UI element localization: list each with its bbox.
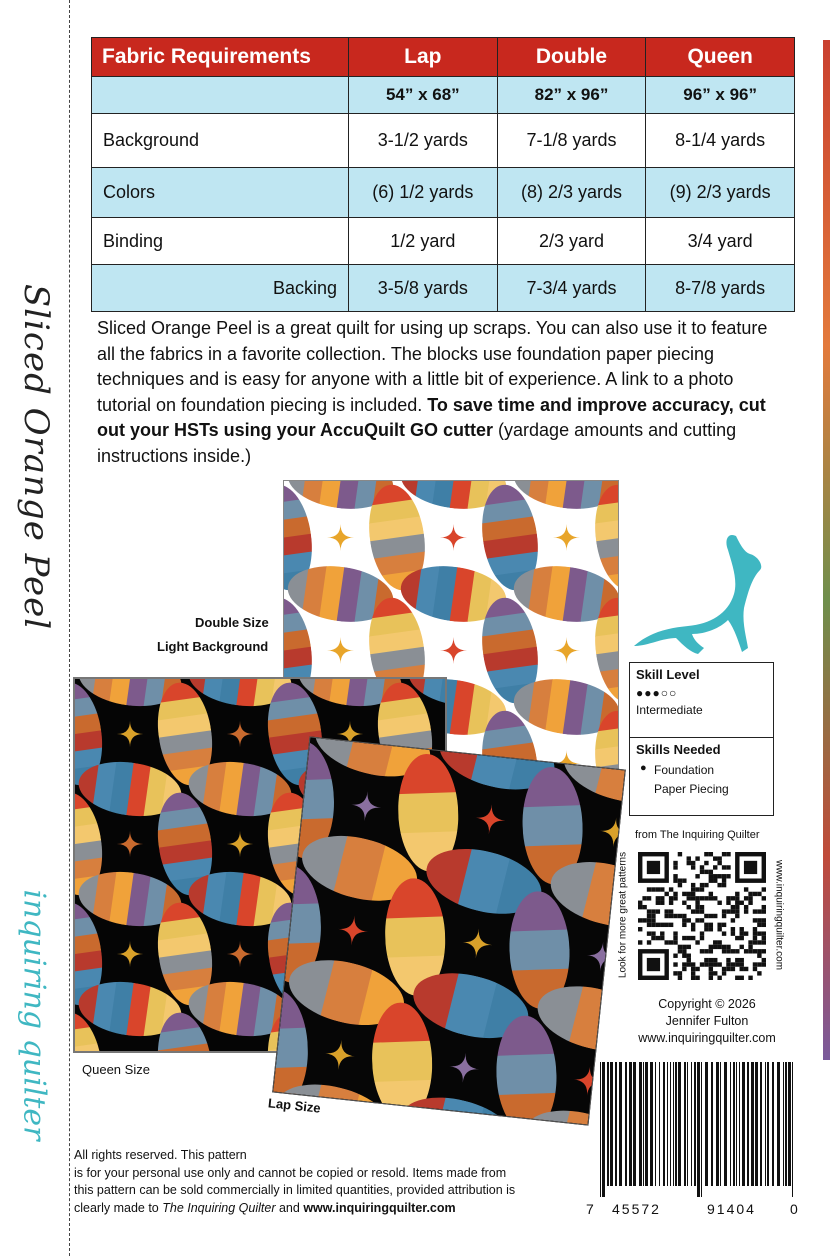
qr-caption-right: www.inquiringquilter.com [773, 859, 785, 971]
rights-text: and [275, 1200, 304, 1215]
barcode-icon [598, 1062, 798, 1197]
side-title: Sliced Orange Peel [16, 283, 56, 631]
qr-caption-top: from The Inquiring Quilter [635, 829, 760, 841]
rights-line: All rights reserved. This pattern [74, 1148, 247, 1162]
row-label: Backing [92, 265, 349, 312]
skill-item-line2: Paper Piecing [654, 782, 729, 796]
rights-line [74, 1200, 574, 1218]
rights-text: clearly made to [74, 1200, 163, 1215]
row-value: (9) 2/3 yards [646, 168, 795, 218]
caption-lap-size: Lap Size [267, 1095, 322, 1116]
row-label: Binding [92, 218, 349, 265]
skills-needed-heading: Skills Needed [636, 742, 721, 757]
table-row [92, 265, 795, 312]
header-fabric-requirements: Fabric Requirements [92, 38, 349, 77]
table-row [92, 218, 795, 265]
table-row [92, 114, 795, 168]
skill-level-section [630, 663, 773, 738]
row-value: 3/4 yard [646, 218, 795, 265]
caption-light-background: Light Background [157, 639, 269, 654]
header-double: Double [497, 38, 646, 77]
size-double: 82” x 96” [497, 77, 646, 114]
qr-caption-left: Look for more great patterns [617, 851, 629, 979]
row-label: Background [92, 114, 349, 168]
rights-line: is for your personal use only and cannot be copied or resold. Items made from [74, 1165, 507, 1180]
copyright-line: Copyright © 2026 [658, 997, 756, 1011]
caption-double-size: Double Size [195, 615, 269, 630]
row-value: (6) 1/2 yards [349, 168, 498, 218]
row-value: 2/3 yard [497, 218, 646, 265]
table-header-row [92, 38, 795, 77]
cut-line [69, 0, 70, 1256]
fabric-requirements-table [91, 37, 795, 312]
row-label: Colors [92, 168, 349, 218]
qr-code-icon[interactable] [638, 852, 766, 980]
copyright-block [612, 996, 802, 1047]
row-value: 1/2 yard [349, 218, 498, 265]
barcode-digit-start: 7 [586, 1201, 596, 1217]
rights-line: this pattern can be sold commercially in limited quantities, provided attribution is [74, 1183, 516, 1197]
row-value: 3-1/2 yards [349, 114, 498, 168]
description-text-end: (yardage amounts and cutting instructions inside.) [97, 420, 737, 466]
skills-list [636, 761, 767, 799]
bullet-icon: ● [640, 762, 647, 774]
quilt-pattern-svg [273, 737, 624, 1124]
rights-brand: The Inquiring Quilter [162, 1200, 276, 1215]
row-value: 8-1/4 yards [646, 114, 795, 168]
size-lap: 54” x 68” [349, 77, 498, 114]
description-bold: To save time and improve accuracy, cut out your HSTs using your AccuQuilt GO cutter [97, 394, 766, 440]
row-value: 8-7/8 yards [646, 265, 795, 312]
row-value: (8) 2/3 yards [497, 168, 646, 218]
row-value: 7-1/8 yards [497, 114, 646, 168]
skill-level-text: Intermediate [636, 703, 703, 717]
rights-notice [74, 1147, 574, 1217]
cover-edge-strip [823, 40, 830, 1060]
skill-box [629, 662, 774, 816]
table-row [92, 168, 795, 218]
header-queen: Queen [646, 38, 795, 77]
lap-quilt-image [272, 736, 626, 1125]
row-value: 7-3/4 yards [497, 265, 646, 312]
skill-level-heading: Skill Level [636, 667, 700, 682]
size-blank [92, 77, 349, 114]
pattern-description [97, 316, 787, 469]
size-row [92, 77, 795, 114]
size-queen: 96” x 96” [646, 77, 795, 114]
skills-needed-section [630, 738, 773, 803]
skill-item-line1: Foundation [654, 763, 715, 777]
rights-website[interactable]: www.inquiringquilter.com [303, 1200, 456, 1215]
website-link[interactable]: www.inquiringquilter.com [638, 1031, 776, 1045]
row-value: 3-5/8 yards [349, 265, 498, 312]
author-name: Jennifer Fulton [665, 1014, 749, 1028]
skill-level-rating: ●●●○○ [636, 686, 678, 700]
barcode-digits-left: 45572 [612, 1201, 661, 1217]
header-lap: Lap [349, 38, 498, 77]
cat-logo-icon [628, 528, 768, 658]
barcode-digits-right: 91404 [707, 1201, 756, 1217]
inquiring-quilter-logo: inquiring quilter [16, 889, 52, 1141]
caption-queen-size: Queen Size [82, 1062, 150, 1077]
description-text: Sliced Orange Peel is a great quilt for using up scraps. You can also use it to feature all the fabrics in a favorite collection. The blocks use foundation paper piecing techniques and is easy for anyone with a little bit of experience. A link to a photo tutorial on foundation piecing is included. [97, 318, 768, 415]
barcode-digit-end: 0 [790, 1201, 800, 1217]
